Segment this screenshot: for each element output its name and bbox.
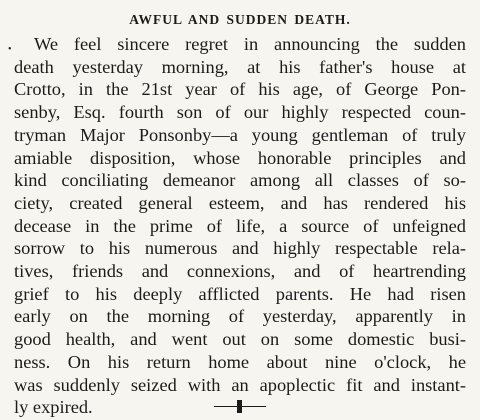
article-line: early on the morning of yesterday, apparently in	[14, 306, 466, 327]
article-line: ness. On his return home about nine o'clock, he	[14, 351, 466, 372]
article-line: decease in the prime of life, a source of unfeigned	[14, 215, 466, 236]
article-line: sorrow to his numerous and highly respectable rela-	[14, 238, 466, 259]
article-line: Crotto, in the 21st year of his age, of George Pon-	[14, 79, 466, 100]
section-divider	[214, 400, 266, 414]
print-speck: •	[8, 44, 12, 55]
article-line: We feel sincere regret in announcing the sudden	[34, 34, 466, 54]
article-line: grief to his deeply afflicted parents. He had risen	[14, 283, 466, 304]
divider-mark	[237, 400, 242, 413]
article-headline: AWFUL AND SUDDEN DEATH.	[129, 12, 351, 27]
article-line: ciety, created general esteem, and has rendered his	[14, 192, 466, 213]
article-line: death yesterday morning, at his father's house at	[14, 56, 466, 77]
article-line: good health, and went out on some domestic busi-	[14, 329, 466, 350]
article-body	[14, 33, 466, 419]
article-line: tives, friends and connexions, and of heartrending	[14, 261, 466, 282]
article-line: senby, Esq. fourth son of our highly respected coun-	[14, 102, 466, 123]
article-line: tryman Major Ponsonby—a young gentleman of truly	[14, 124, 466, 145]
article-line: kind conciliating demeanor among all classes of so-	[14, 170, 466, 191]
article-line: ly expired.	[14, 397, 93, 418]
article-line: was suddenly seized with an apoplectic fit and instant-	[14, 374, 466, 395]
article-line: amiable disposition, whose honorable principles and	[14, 147, 466, 168]
